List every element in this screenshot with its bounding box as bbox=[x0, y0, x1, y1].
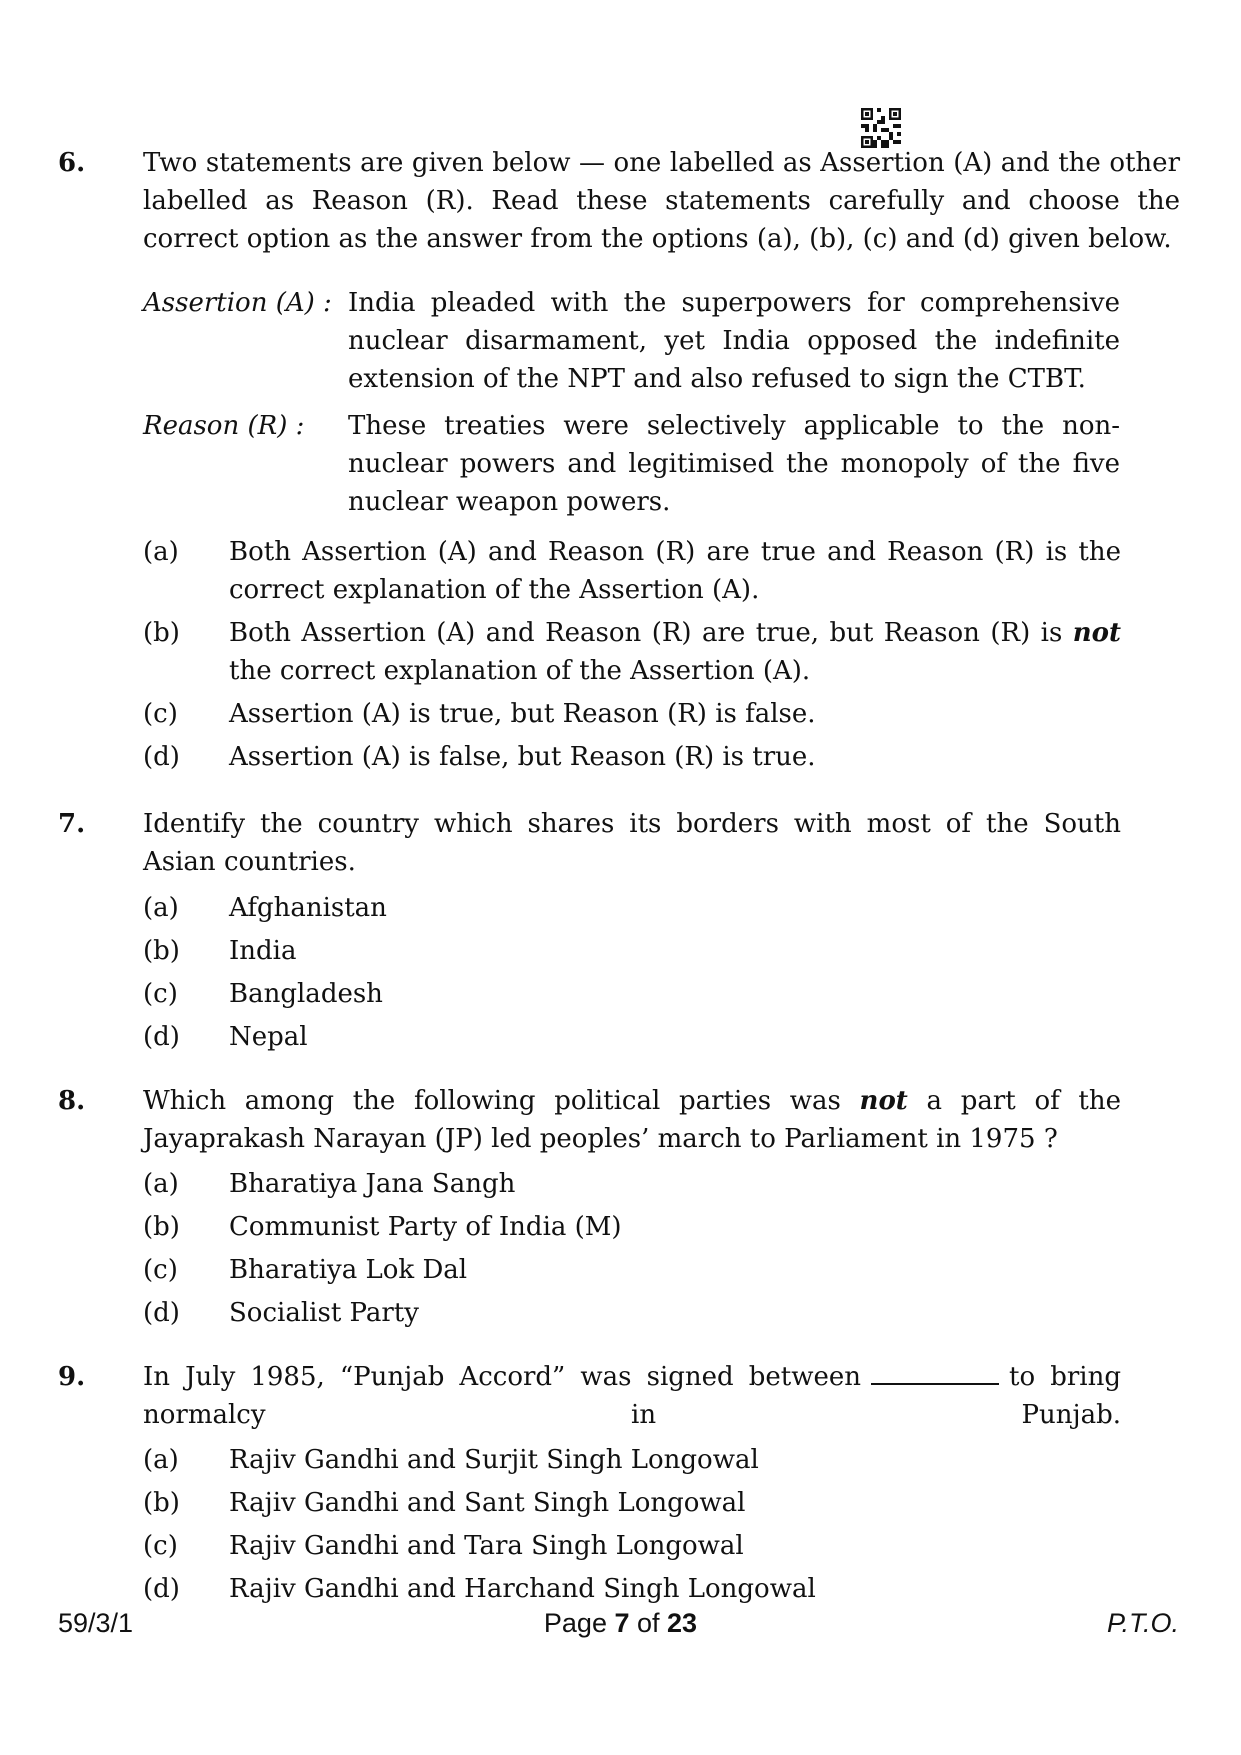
option-text: Assertion (A) is true, but Reason (R) is false. bbox=[229, 699, 816, 729]
assertion-text: India pleaded with the superpowers for comprehensive nuclear disarmament, yet India opposed the indefinite extension of the NPT and also refused to sign the CTBT. bbox=[348, 288, 1120, 394]
reason-label: Reason (R) : bbox=[143, 411, 305, 441]
reason-text: These treaties were selectively applicable to the non-nuclear powers and legitimised the monopoly of the five nuclear weapon powers. bbox=[348, 411, 1120, 517]
option-label: (c) bbox=[143, 1255, 178, 1285]
option-label: (d) bbox=[143, 1298, 180, 1328]
option-text: Rajiv Gandhi and Harchand Singh Longowal bbox=[229, 1574, 816, 1604]
question-number: 6. bbox=[58, 148, 86, 178]
option-text: Bangladesh bbox=[229, 979, 383, 1009]
emphasis-not: not bbox=[859, 1086, 908, 1116]
question-stem: Two statements are given below — one labelled as Assertion (A) and the other labelled as Reason (R). Read these statements carefully and choose the correct option as the answer from the options (a), (b), (c) and (d) given below. bbox=[143, 148, 1180, 254]
please-turn-over: P.T.O. bbox=[1106, 1608, 1179, 1638]
qr-code-icon bbox=[861, 108, 901, 148]
fill-in-blank bbox=[871, 1361, 999, 1385]
question-stem: Which among the following political parties was not a part of the Jayaprakash Narayan (JP) led peoples’ march to Parliament in 1975 ? bbox=[143, 1086, 1121, 1154]
option-text: Afghanistan bbox=[229, 893, 387, 923]
option-text: Bharatiya Jana Sangh bbox=[229, 1169, 516, 1199]
option-text: India bbox=[229, 936, 297, 966]
option-text: Rajiv Gandhi and Surjit Singh Longowal bbox=[229, 1445, 759, 1475]
paper-code: 59/3/1 bbox=[58, 1608, 134, 1638]
question-number: 7. bbox=[58, 809, 86, 839]
option-label: (c) bbox=[143, 979, 178, 1009]
option-label: (b) bbox=[143, 618, 180, 648]
option-label: (d) bbox=[143, 1022, 180, 1052]
option-text: Both Assertion (A) and Reason (R) are true and Reason (R) is the correct explanation of the Assertion (A). bbox=[229, 537, 1121, 605]
option-text: Rajiv Gandhi and Tara Singh Longowal bbox=[229, 1531, 744, 1561]
option-label: (b) bbox=[143, 936, 180, 966]
assertion-label: Assertion (A) : bbox=[143, 288, 332, 318]
option-label: (a) bbox=[143, 1445, 179, 1475]
question-stem: In July 1985, “Punjab Accord” was signed between to bring normalcy in Punjab. bbox=[143, 1362, 1121, 1430]
option-label: (a) bbox=[143, 1169, 179, 1199]
question-number: 9. bbox=[58, 1362, 86, 1392]
option-text: Nepal bbox=[229, 1022, 308, 1052]
option-text: Assertion (A) is false, but Reason (R) is true. bbox=[229, 742, 816, 772]
option-text: Rajiv Gandhi and Sant Singh Longowal bbox=[229, 1488, 746, 1518]
option-label: (c) bbox=[143, 699, 178, 729]
option-label: (d) bbox=[143, 742, 180, 772]
option-text: Bharatiya Lok Dal bbox=[229, 1255, 468, 1285]
option-label: (b) bbox=[143, 1212, 180, 1242]
emphasis-not: not bbox=[1072, 618, 1121, 648]
question-number: 8. bbox=[58, 1086, 86, 1116]
option-label: (c) bbox=[143, 1531, 178, 1561]
option-text: Both Assertion (A) and Reason (R) are true, but Reason (R) is not the correct explanation of the Assertion (A). bbox=[229, 618, 1121, 686]
option-text: Communist Party of India (M) bbox=[229, 1212, 622, 1242]
option-text: Socialist Party bbox=[229, 1298, 419, 1328]
page-number: Page 7 of 23 bbox=[543, 1608, 698, 1638]
option-label: (a) bbox=[143, 537, 179, 567]
option-label: (a) bbox=[143, 893, 179, 923]
question-stem: Identify the country which shares its borders with most of the South Asian countries. bbox=[143, 809, 1121, 877]
option-label: (b) bbox=[143, 1488, 180, 1518]
option-label: (d) bbox=[143, 1574, 180, 1604]
